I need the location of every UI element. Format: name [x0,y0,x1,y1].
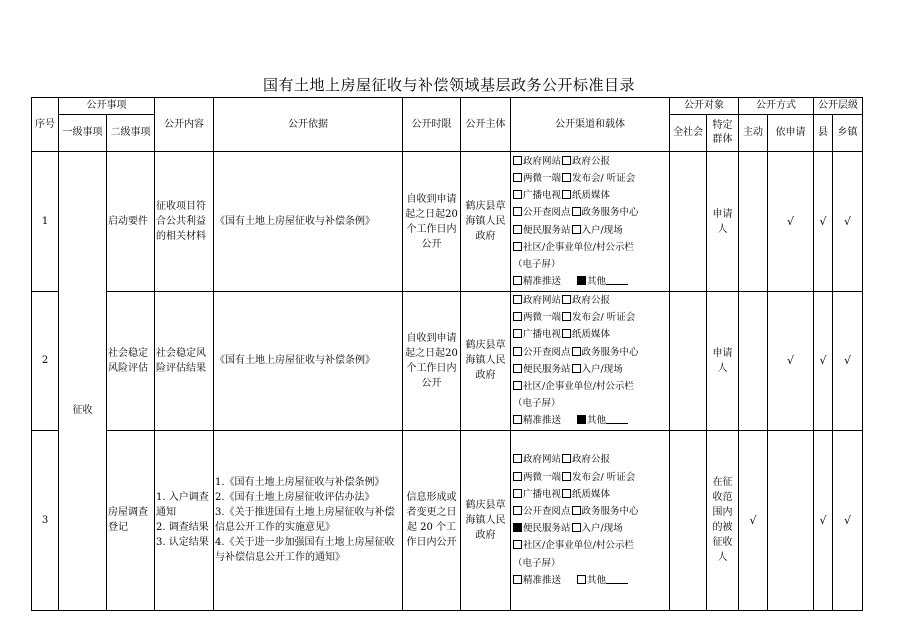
checkbox-empty-icon [513,472,522,481]
checkbox-empty-icon [513,575,522,584]
table-row [32,292,863,431]
checkbox-empty-icon [513,225,522,234]
page-title: 国有土地上房屋征收与补偿领域基层政务公开标准目录 [262,76,635,94]
checkbox-empty-icon [513,312,522,321]
channel-label: 公开查阅点 [523,346,571,358]
channel-line [513,469,668,486]
row-content: 1. 入户调查通知 2. 调查结果 3. 认定结果 [155,430,214,610]
channel-line [513,239,668,256]
channel-label: 其他 [587,574,607,586]
channel-line [513,412,668,429]
checkbox-empty-icon [513,156,522,165]
channel-line [513,395,668,412]
channel-line [513,187,668,204]
channel-label: 社区/企事业单位/村公示栏 [523,241,634,253]
channel-label: 政务服务中心 [581,505,639,517]
header-subject: 公开主体 [461,98,511,152]
header-all-society: 全社会 [670,115,707,152]
channel-label: 两微一端 [523,471,562,483]
header-method: 公开方式 [739,98,814,115]
channel-label: 社区/企事业单位/村公示栏 [523,540,634,552]
channel-label: 两微一端 [523,172,562,184]
checkbox-empty-icon [562,329,571,338]
channel-line [513,153,668,170]
channel-line [513,555,668,572]
row-active [739,152,768,292]
channel-label: 其他 [587,415,607,427]
checkbox-empty-icon [513,207,522,216]
channel-label: 政府网站 [523,155,562,167]
checkbox-empty-icon [513,329,522,338]
row-town: √ [833,292,863,431]
header-content: 公开内容 [155,98,214,152]
header-county: 县 [814,115,833,152]
checkbox-empty-icon [513,347,522,356]
channel-line [513,537,668,554]
header-town: 乡镇 [833,115,863,152]
table-row [32,152,863,292]
blank-underline [606,574,628,584]
checkbox-empty-icon [572,207,581,216]
channel-line [513,256,668,273]
checkbox-empty-icon [513,295,522,304]
row-time: 信息形成或者变更之日起 20 个工作日内公开 [403,430,461,610]
row-specific: 在征收范围内的被征收人 [707,430,739,610]
channel-label: 两微一端 [523,312,562,324]
header-level: 公开层级 [814,98,863,115]
row-level2: 社会稳定风险评估 [107,292,155,431]
channel-line [513,451,668,468]
channel-label: 政府公报 [572,155,611,167]
header-seq: 序号 [32,98,59,152]
channel-label: 公开查阅点 [523,505,571,517]
channel-label: 纸质媒体 [572,329,611,341]
row-town: √ [833,152,863,292]
row-on-request: √ [768,152,814,292]
channel-line [513,292,668,309]
channel-line [513,273,668,290]
channel-label: 政府网站 [523,454,562,466]
checkbox-empty-icon [513,489,522,498]
row-on-request [768,430,814,610]
checkbox-empty-icon [572,506,581,515]
checkbox-filled-icon [513,523,522,532]
row-basis: 《国有土地上房屋征收与补偿条例》 [214,292,403,431]
row-county: √ [814,430,833,610]
channel-label: 精准推送 [523,574,562,586]
row-basis: 《国有土地上房屋征收与补偿条例》 [214,152,403,292]
channel-label: 发布会/ 听证会 [572,471,636,483]
channel-label: 政务服务中心 [581,346,639,358]
header-specific: 特定群体 [707,115,739,152]
channel-label: （电子屏） [513,398,561,410]
row-on-request: √ [768,292,814,431]
row-seq: 2 [32,292,59,431]
catalog-table [31,97,863,611]
checkbox-empty-icon [562,295,571,304]
row-level2: 启动要件 [107,152,155,292]
row-active [739,292,768,431]
row-active: √ [739,430,768,610]
channel-line [513,204,668,221]
header-time: 公开时限 [403,98,461,152]
row-county: √ [814,152,833,292]
channel-label: 便民服务站 [523,224,571,236]
channel-label: 社区/企事业单位/村公示栏 [523,381,634,393]
checkbox-empty-icon [513,190,522,199]
row-subject: 鹤庆县草海镇人民政府 [461,152,511,292]
row-all-society [670,152,707,292]
checkbox-empty-icon [562,190,571,199]
row-channels [511,430,670,610]
channel-label: 广播电视 [523,329,562,341]
checkbox-filled-icon [577,276,586,285]
checkbox-empty-icon [562,312,571,321]
channel-line [513,170,668,187]
checkbox-empty-icon [513,381,522,390]
channel-label: （电子屏） [513,258,561,270]
blank-underline [606,414,628,424]
checkbox-empty-icon [513,276,522,285]
checkbox-empty-icon [562,489,571,498]
checkbox-filled-icon [577,415,586,424]
row-level2: 房屋调查登记 [107,430,155,610]
channel-label: 政府网站 [523,295,562,306]
row-specific: 申请人 [707,152,739,292]
row-specific: 申请人 [707,292,739,431]
checkbox-empty-icon [562,454,571,463]
row-content: 社会稳定风险评估结果 [155,292,214,431]
row-town: √ [833,430,863,610]
channel-label: 入户/现场 [581,224,623,236]
row-time: 自收到申请起之日起20 个工作日内公开 [403,292,461,431]
header-on-request: 依申请 [768,115,814,152]
checkbox-empty-icon [572,364,581,373]
channel-line [513,572,668,589]
checkbox-empty-icon [513,540,522,549]
channel-label: 其他 [587,276,607,288]
channel-line [513,326,668,343]
row-channels [511,292,670,431]
channel-label: 精准推送 [523,415,562,427]
header-level1: 一级事项 [59,115,107,152]
checkbox-empty-icon [513,242,522,251]
blank-underline [606,275,628,285]
channel-line [513,361,668,378]
channel-line [513,344,668,361]
checkbox-empty-icon [562,472,571,481]
channel-label: 政务服务中心 [581,207,639,219]
checkbox-empty-icon [572,347,581,356]
channel-label: 发布会/ 听证会 [572,172,636,184]
row-county: √ [814,292,833,431]
row-content: 征收项目符合公共利益的相关材料 [155,152,214,292]
channel-line [513,503,668,520]
row-time: 自收到申请起之日起20 个工作日内公开 [403,152,461,292]
channel-label: 纸质媒体 [572,190,611,202]
channel-label: 政府公报 [572,454,611,466]
row-seq: 3 [32,430,59,610]
row-basis: 1.《国有土地上房屋征收与补偿条例》 2.《国有土地上房屋征收评估办法》 3.《关于推进国有土地上房屋征收与补偿信息公开工作的实施意见》 4.《关于进一步加强国有土地上房屋征收与补偿信息公开工作的通知》 [214,430,403,610]
channel-label: （电子屏） [513,557,561,569]
header-channel: 公开渠道和载体 [511,98,670,152]
channel-label: 发布会/ 听证会 [572,312,636,324]
checkbox-empty-icon [572,523,581,532]
row-channels [511,152,670,292]
row-seq: 1 [32,152,59,292]
channel-label: 便民服务站 [523,363,571,375]
checkbox-empty-icon [572,225,581,234]
channel-line [513,520,668,537]
channel-line [513,309,668,326]
channel-label: 广播电视 [523,190,562,202]
header-matter: 公开事项 [59,98,155,115]
channel-label: 入户/现场 [581,523,623,535]
channel-label: 广播电视 [523,488,562,500]
header-active: 主动 [739,115,768,152]
checkbox-empty-icon [513,364,522,373]
row-all-society [670,430,707,610]
header-basis: 公开依据 [214,98,403,152]
channel-label: 精准推送 [523,276,562,288]
channel-line [513,486,668,503]
checkbox-empty-icon [513,506,522,515]
header-level2: 二级事项 [107,115,155,152]
checkbox-empty-icon [513,454,522,463]
header-object: 公开对象 [670,98,739,115]
checkbox-empty-icon [562,173,571,182]
channel-label: 公开查阅点 [523,207,571,219]
checkbox-empty-icon [513,415,522,424]
table-row [32,430,863,610]
channel-label: 纸质媒体 [572,488,611,500]
channel-label: 入户/现场 [581,363,623,375]
channel-label: 政府公报 [572,295,611,306]
checkbox-empty-icon [577,575,586,584]
checkbox-empty-icon [513,173,522,182]
channel-line [513,378,668,395]
checkbox-empty-icon [562,156,571,165]
row-subject: 鹤庆县草海镇人民政府 [461,292,511,431]
row-subject: 鹤庆县草海镇人民政府 [461,430,511,610]
level1-cell: 征收 [59,152,107,611]
channel-label: 便民服务站 [523,523,571,535]
channel-line [513,222,668,239]
row-all-society [670,292,707,431]
